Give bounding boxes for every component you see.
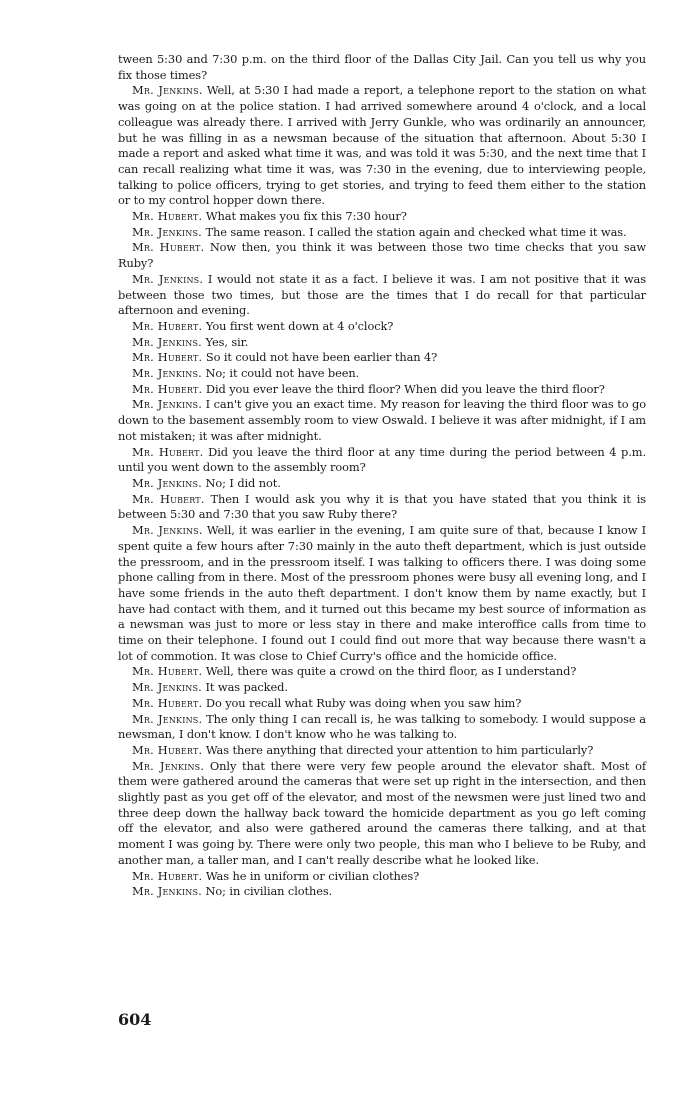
speaker-name: Mr. Jenkins. xyxy=(132,758,205,773)
testimony-paragraph xyxy=(118,492,646,523)
speech-text: Did you leave the third floor at any time during the period between 4 p.m. until you went down to the assembly room? xyxy=(118,444,646,475)
speech-text: I would not state it as a fact. I believe it was. I am not positive that it was between those two times, but those are the times that I do recall for that particular afternoon and evening. xyxy=(118,271,646,318)
speech-text: You first went down at 4 o'clock? xyxy=(205,318,394,333)
testimony-paragraph xyxy=(118,445,646,476)
speaker-name: Mr. Hubert. xyxy=(132,695,203,710)
speech-text: No; it could not have been. xyxy=(205,366,360,381)
speaker-name: Mr. Hubert. xyxy=(132,664,203,679)
speech-text: What makes you fix this 7:30 hour? xyxy=(205,209,407,224)
speech-text: So it could not have been earlier than 4? xyxy=(205,350,438,365)
speaker-name: Mr. Jenkins. xyxy=(132,475,202,490)
testimony-paragraph xyxy=(118,664,646,680)
speech-text: Was there anything that directed your attention to him particularly? xyxy=(205,742,594,757)
testimony-body xyxy=(118,83,646,900)
testimony-paragraph xyxy=(118,225,646,241)
speech-text: Well, it was earlier in the evening, I am quite sure of that, because I know I spent quite a few hours after 7:30 mainly in the auto theft department, which is just outside the pressroom, and in the pressroom itself. I was talking to officers there. I was doing some phone calling from in there. Most of the pressroom phones were busy all evening long, and I have some friends in the auto theft department. I don't know them by name exactly, but I have had contact with them, and it turned out this became my best source of information as a newsman was just to more or less stay in there and make interoffice calls from time to time on their telephone. I found out I could find out more that way because there wasn't a lot of commotion. It was close to Chief Curry's office and the homicide office. xyxy=(118,523,646,663)
testimony-paragraph xyxy=(118,696,646,712)
speech-text: No; I did not. xyxy=(205,475,281,490)
speech-text: It was packed. xyxy=(205,680,288,695)
testimony-paragraph xyxy=(118,319,646,335)
transcript-page xyxy=(118,52,646,900)
testimony-paragraph xyxy=(118,476,646,492)
speech-text: Now then, you think it was between those two time checks that you saw Ruby? xyxy=(118,240,646,271)
testimony-paragraph xyxy=(118,869,646,885)
testimony-paragraph xyxy=(118,240,646,271)
speaker-name: Mr. Hubert. xyxy=(132,491,205,506)
testimony-paragraph xyxy=(118,884,646,900)
page-number: 604 xyxy=(118,1010,152,1029)
testimony-paragraph xyxy=(118,272,646,319)
speaker-name: Mr. Hubert. xyxy=(132,240,205,255)
speech-text: Do you recall what Ruby was doing when you saw him? xyxy=(205,695,522,710)
speaker-name: Mr. Hubert. xyxy=(132,742,203,757)
speaker-name: Mr. Hubert. xyxy=(132,444,204,459)
speaker-name: Mr. Jenkins. xyxy=(132,334,202,349)
speaker-name: Mr. Hubert. xyxy=(132,381,203,396)
testimony-paragraph xyxy=(118,743,646,759)
speech-text: Only that there were very few people around the elevator shaft. Most of them were gathered around the cameras that were set up right in the intersection, and then slightly past as you get off of the elevator, and most of the newsmen were just lined two and three deep down the hallway back toward the homicide department as you go left coming off the elevator, and also were gathered around the cameras there talking, and at that moment I was going by. There were only two people, this man who I believe to be Ruby, and another man, a taller man, and I can't really describe what he looked like. xyxy=(118,758,646,867)
speech-text: Well, there was quite a crowd on the third floor, as I understand? xyxy=(205,664,577,679)
speaker-name: Mr. Jenkins. xyxy=(132,83,203,98)
speaker-name: Mr. Jenkins. xyxy=(132,884,202,899)
speaker-name: Mr. Jenkins. xyxy=(132,271,204,286)
speaker-name: Mr. Jenkins. xyxy=(132,366,202,381)
testimony-paragraph xyxy=(118,712,646,743)
testimony-paragraph xyxy=(118,209,646,225)
testimony-paragraph xyxy=(118,382,646,398)
testimony-paragraph xyxy=(118,397,646,444)
speech-text: Then I would ask you why it is that you have stated that you think it is between 5:30 and 7:30 that you saw Ruby there? xyxy=(118,491,646,522)
testimony-paragraph xyxy=(118,350,646,366)
speaker-name: Mr. Hubert. xyxy=(132,318,203,333)
testimony-paragraph xyxy=(118,335,646,351)
speech-text: I can't give you an exact time. My reason for leaving the third floor was to go down to the basement assembly room to view Oswald. I believe it was after midnight, if I am not mistaken; it was after midnight. xyxy=(118,397,646,443)
speech-text: Yes, sir. xyxy=(205,334,249,349)
speaker-name: Mr. Hubert. xyxy=(132,868,203,883)
speech-text: Well, at 5:30 I had made a report, a telephone report to the station on what was going on at the police station. I had arrived somewhere around 4 o'clock, and a local colleague was already there. I arrived with Jerry Gunkle, who was ordinarily an announcer, but he was filling in as a newsman because of the situation that afternoon. About 5:30 I made a report and asked what time it was, and was told it was 5:30, and the next time that I can recall realizing what time it was, was 7:30 in the evening, due to interviewing people, talking to police officers, trying to get stories, and trying to feed them either to the station or to my control hopper down there. xyxy=(118,83,646,208)
speech-text: No; in civilian clothes. xyxy=(205,884,333,899)
speech-text: The same reason. I called the station again and checked what time it was. xyxy=(205,224,627,239)
speaker-name: Mr. Jenkins. xyxy=(132,711,203,726)
speech-text: Did you ever leave the third floor? When did you leave the third floor? xyxy=(205,381,605,396)
speaker-name: Mr. Jenkins. xyxy=(132,523,203,538)
testimony-paragraph xyxy=(118,366,646,382)
speaker-name: Mr. Jenkins. xyxy=(132,224,202,239)
speaker-name: Mr. Jenkins. xyxy=(132,397,203,412)
testimony-paragraph xyxy=(118,83,646,209)
speech-text: The only thing I can recall is, he was talking to somebody. I would suppose a newsman, I don't know. I don't know who he was talking to. xyxy=(118,711,646,742)
speaker-name: Mr. Jenkins. xyxy=(132,680,202,695)
speech-text: Was he in uniform or civilian clothes? xyxy=(205,868,420,883)
speaker-name: Mr. Hubert. xyxy=(132,209,203,224)
opening-paragraph: tween 5:30 and 7:30 p.m. on the third floor of the Dallas City Jail. Can you tell us why you fix those times? xyxy=(118,52,646,82)
speaker-name: Mr. Hubert. xyxy=(132,350,203,365)
testimony-paragraph xyxy=(118,680,646,696)
testimony-paragraph xyxy=(118,759,646,869)
testimony-paragraph xyxy=(118,523,646,664)
